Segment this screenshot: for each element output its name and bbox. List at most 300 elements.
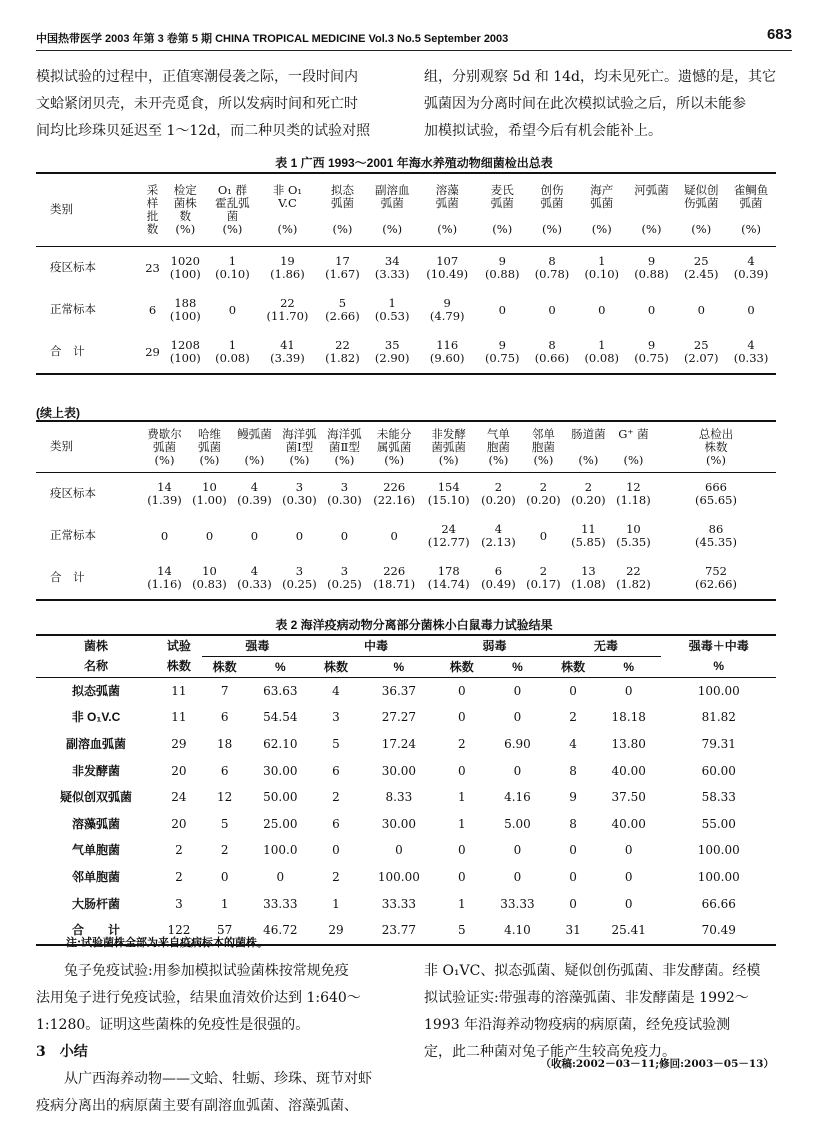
cell-value: 12 xyxy=(626,480,641,494)
table-cell: 62.10 xyxy=(263,736,298,751)
strain-name: 大肠杆菌 xyxy=(71,896,120,911)
table-cell xyxy=(322,557,367,600)
cell-value: (1.39) xyxy=(147,493,182,507)
table-cell xyxy=(566,473,611,516)
table1-title: 表 1 广西 1993～2001 年海水养殖动物细菌检出总表 xyxy=(275,156,553,170)
cell-value: (0.39) xyxy=(237,493,272,507)
header-text: 胞菌 xyxy=(531,439,555,454)
table-cell: 1 xyxy=(457,816,466,831)
cell-value: (1.16) xyxy=(147,577,182,591)
column-header: 试验 xyxy=(156,635,202,657)
column-subheader: % xyxy=(485,657,551,678)
cell-value: 3 xyxy=(340,564,349,578)
table1b-header-row xyxy=(36,421,776,473)
paragraph-line: 文蛤紧闭贝壳，未开壳觅食，所以发病时间和死亡时 xyxy=(36,96,358,112)
cell-value: 2 xyxy=(494,480,503,494)
table-cell: 4 xyxy=(569,736,577,751)
column-subheader: % xyxy=(661,657,776,678)
header-text: 样 xyxy=(146,196,159,210)
cell-value: 10 xyxy=(202,564,217,578)
header-text: 弧菌 xyxy=(540,196,564,210)
cell-value: (14.74) xyxy=(427,577,470,591)
cell-value: (11.70) xyxy=(266,309,309,323)
top-left-column xyxy=(36,64,408,145)
header-text: 创伤 xyxy=(540,183,564,197)
header-text: (%) xyxy=(533,452,554,467)
header-text: 检定 xyxy=(173,183,197,197)
table-cell: 2 xyxy=(569,710,577,725)
table-cell: 18.18 xyxy=(611,710,646,725)
header-text: 胞菌 xyxy=(486,439,510,454)
cell-value: 1020 xyxy=(170,254,200,268)
table-cell: 12 xyxy=(217,790,233,805)
header-text: 弧菌 xyxy=(152,439,176,454)
table-cell xyxy=(318,331,368,374)
header-text: 副溶血 xyxy=(374,183,410,197)
table-cell xyxy=(477,247,527,290)
page-number: 683 xyxy=(766,26,792,43)
cell-value: (0.49) xyxy=(481,577,516,591)
cell-value: 188 xyxy=(174,296,197,310)
cell-value: (0.10) xyxy=(584,267,620,281)
table-cell: 0 xyxy=(457,843,466,858)
table-continued-label: (续上表) xyxy=(36,406,80,420)
header-text: 气单 xyxy=(486,426,510,441)
table-cell xyxy=(163,331,208,374)
table-cell: 0 xyxy=(513,683,522,698)
paragraph-line: 疫病分离出的病原菌主要有副溶血弧菌、溶藻弧菌、 xyxy=(36,1098,358,1114)
cell-value: 29 xyxy=(145,344,160,359)
cell-value: 0 xyxy=(539,528,548,543)
table-cell xyxy=(318,289,368,331)
table-cell: 1 xyxy=(332,896,340,911)
table-cell: 20 xyxy=(171,816,187,831)
table-row xyxy=(36,864,776,891)
table-cell: 0 xyxy=(624,896,633,911)
table-cell: 9 xyxy=(569,790,577,805)
strain-name: 气单胞菌 xyxy=(71,843,120,858)
table-cell: 0 xyxy=(569,843,577,858)
table-cell: 30.00 xyxy=(381,763,417,778)
cell-value: (0.20) xyxy=(481,493,516,507)
header-text: 麦氏 xyxy=(490,183,514,197)
table-cell xyxy=(726,331,776,374)
cell-value: 19 xyxy=(280,254,295,268)
cell-value: 9 xyxy=(647,338,656,352)
table-cell xyxy=(208,247,258,290)
column-header xyxy=(208,173,258,247)
table-cell xyxy=(477,331,527,374)
table-cell xyxy=(187,557,232,600)
cell-value: (0.30) xyxy=(327,493,362,507)
header-text: (%) xyxy=(334,452,355,467)
cell-value: 3 xyxy=(295,564,304,578)
cell-value: (2.90) xyxy=(374,351,410,365)
cell-value: 4 xyxy=(747,338,755,352)
table2 xyxy=(36,634,776,946)
cell-value: 0 xyxy=(498,302,506,317)
header-text: 伤弧菌 xyxy=(683,196,719,210)
paragraph-line: 定，此二种菌对兔子能产生较高免疫力。 xyxy=(424,1044,676,1060)
cell-value: (0.88) xyxy=(634,267,669,281)
strain-name: 合 计 xyxy=(36,917,156,945)
cell-value: (1.00) xyxy=(192,493,227,507)
cell-value: 0 xyxy=(697,302,705,317)
table-cell: 0 xyxy=(457,869,466,884)
table-cell xyxy=(257,247,317,290)
table-cell: 2 xyxy=(175,843,183,858)
table-cell: 5 xyxy=(332,736,340,751)
table-cell xyxy=(257,331,317,374)
table-cell: 0 xyxy=(276,869,285,884)
table2-header-row-1 xyxy=(36,635,776,657)
cell-value: 2 xyxy=(539,564,548,578)
table-cell: 6 xyxy=(332,763,340,778)
cell-value: 10 xyxy=(626,522,641,536)
cell-value: 2 xyxy=(539,480,548,494)
header-text: 弧菌 xyxy=(490,196,514,210)
table-cell xyxy=(521,557,566,600)
header-text: 弧菌 xyxy=(197,439,221,454)
column-header xyxy=(367,421,422,473)
header-text: (%) xyxy=(741,222,761,236)
strain-name: 非发酵菌 xyxy=(71,763,120,778)
cell-value: (3.33) xyxy=(374,267,410,281)
table-cell: 0 xyxy=(513,869,522,884)
table-cell: 0 xyxy=(395,843,403,858)
table-cell xyxy=(257,289,317,331)
cell-value: 107 xyxy=(436,254,459,268)
cell-value: 2 xyxy=(584,480,593,494)
cell-value: (5.35) xyxy=(616,535,651,549)
header-text: 费歇尔 xyxy=(147,426,182,441)
table-row xyxy=(36,731,776,758)
column-subheader: 株数 xyxy=(156,657,202,678)
header-text: 肠道菌 xyxy=(571,426,606,441)
header-text: (%) xyxy=(691,222,712,236)
cell-value: 14 xyxy=(157,480,172,494)
cell-value: 25 xyxy=(693,338,709,352)
header-text: 海产 xyxy=(590,183,614,197)
table-cell: 13.80 xyxy=(611,736,646,751)
table-cell: 24 xyxy=(171,790,187,805)
table-cell: 60.00 xyxy=(701,763,736,778)
cell-value: 0 xyxy=(647,302,656,317)
table-cell: 11 xyxy=(171,683,187,698)
table-cell xyxy=(417,289,477,331)
table-cell xyxy=(476,473,521,516)
table-cell xyxy=(726,247,776,290)
cell-value: 1 xyxy=(228,254,237,268)
cell-value: (0.75) xyxy=(634,351,669,365)
table-cell: 63.63 xyxy=(263,683,298,698)
header-text: (%) xyxy=(578,452,599,467)
table-cell: 36.37 xyxy=(381,683,417,698)
table-cell: 6 xyxy=(220,710,229,725)
header-text: (%) xyxy=(492,222,513,236)
cell-value: 5 xyxy=(338,296,347,310)
bottom-right-column xyxy=(424,958,794,1066)
header-text: 哈维 xyxy=(197,426,221,441)
header-text: 弧菌 xyxy=(739,196,763,210)
cell-value: (0.88) xyxy=(484,267,520,281)
cell-value: 9 xyxy=(443,296,451,310)
cell-value: 8 xyxy=(548,254,556,268)
bottom-left-column xyxy=(36,958,416,1120)
header-text: 河弧菌 xyxy=(634,183,669,197)
table-cell: 0 xyxy=(457,683,466,698)
header-text: 批 xyxy=(146,209,159,223)
table-cell xyxy=(277,557,322,600)
table-cell xyxy=(676,289,726,331)
table-cell xyxy=(611,473,656,516)
table-cell: 33.33 xyxy=(500,896,535,911)
table-cell: 4.10 xyxy=(485,917,551,945)
cell-value: 226 xyxy=(383,564,406,578)
table-cell: 25.41 xyxy=(596,917,662,945)
strain-name: 拟态弧菌 xyxy=(71,683,120,698)
paragraph-line: 拟试验证实:带强毒的溶藻弧菌、非发酵菌是 1992～ xyxy=(424,990,749,1006)
table-cell xyxy=(322,515,367,557)
cell-value: (18.71) xyxy=(373,577,416,591)
cell-value: (0.66) xyxy=(534,351,570,365)
column-header xyxy=(527,173,577,247)
column-header xyxy=(417,173,477,247)
paragraph-line: 从广西海养动物——文蛤、牡蛎、珍珠、斑节对虾 xyxy=(36,1071,372,1087)
table-cell xyxy=(627,331,677,374)
table-cell xyxy=(163,247,208,290)
table-row xyxy=(36,289,776,331)
cell-value: 1208 xyxy=(170,338,200,352)
cell-value: (0.25) xyxy=(282,577,317,591)
table-cell xyxy=(477,289,527,331)
table1-header-row xyxy=(36,173,776,247)
column-subheader: 株数 xyxy=(313,657,359,678)
column-subheader: % xyxy=(248,657,314,678)
cell-value: (0.33) xyxy=(237,577,272,591)
paragraph-line: 兔子免疫试验:用参加模拟试验菌株按常规免疫 xyxy=(36,963,349,979)
table-cell xyxy=(142,473,187,516)
table-cell: 6 xyxy=(332,816,340,831)
journal-info: 中国热带医学 2003 年第 3 卷第 5 期 CHINA TROPICAL MEDICINE Vol.3 No.5 September 2003 xyxy=(36,33,509,45)
table-cell: 37.50 xyxy=(611,790,646,805)
cell-value: 22 xyxy=(280,296,295,310)
paragraph-line: 非 O₁VC、拟态弧菌、疑似创伤弧菌、非发酵菌。经模 xyxy=(424,963,761,979)
table-cell: 17.24 xyxy=(381,736,417,751)
column-header: 无毒 xyxy=(550,635,661,657)
row-label: 正常标本 xyxy=(50,529,96,542)
cell-value: (1.67) xyxy=(325,267,360,281)
column-header xyxy=(232,421,277,473)
header-text: (%) xyxy=(175,222,196,236)
table-cell xyxy=(476,515,521,557)
table-cell: 29 xyxy=(313,917,359,945)
table-cell: 0 xyxy=(569,683,577,698)
table-cell: 4.16 xyxy=(504,790,531,805)
table-row xyxy=(36,758,776,785)
table-cell: 7 xyxy=(220,683,229,698)
column-header: 中毒 xyxy=(313,635,439,657)
table-cell xyxy=(367,247,417,290)
cell-value: (100) xyxy=(169,309,201,323)
table-cell: 4 xyxy=(332,683,340,698)
cell-value: 22 xyxy=(335,338,350,352)
header-text: 菌株 xyxy=(173,196,197,210)
cell-value: (2.66) xyxy=(325,309,360,323)
table-cell: 6 xyxy=(220,763,229,778)
cell-value: (0.75) xyxy=(484,351,520,365)
paragraph-line: 1993 年沿海养动物疫病的病原菌，经免疫试验测 xyxy=(424,1017,731,1033)
header-text: 菌Ⅱ型 xyxy=(329,439,360,454)
table-cell xyxy=(656,473,776,516)
table-cell: 2 xyxy=(457,736,466,751)
column-subheader: 株数 xyxy=(439,657,485,678)
column-header xyxy=(676,173,726,247)
column-header xyxy=(367,173,417,247)
cell-value: (22.16) xyxy=(373,493,416,507)
cell-value: 86 xyxy=(708,522,724,536)
table-cell xyxy=(142,331,163,374)
column-subheader: % xyxy=(596,657,662,678)
paragraph-line: 法用兔子进行免疫试验，结果血清效价达到 1:640～ xyxy=(36,990,361,1006)
table-cell xyxy=(611,515,656,557)
cell-value: (0.08) xyxy=(215,351,250,365)
table-row xyxy=(36,811,776,838)
table1 xyxy=(36,172,776,375)
table-cell: 0 xyxy=(569,896,577,911)
top-right-column xyxy=(424,64,794,145)
table-row xyxy=(36,331,776,374)
cell-value: (5.85) xyxy=(571,535,606,549)
table-cell: 54.54 xyxy=(263,710,298,725)
cell-value: 9 xyxy=(647,254,656,268)
table-cell: 100.0 xyxy=(263,843,298,858)
table-cell: 0 xyxy=(624,683,633,698)
column-header xyxy=(726,173,776,247)
header-text: (%) xyxy=(332,222,353,236)
cell-value: (0.53) xyxy=(374,309,410,323)
table-cell: 100.00 xyxy=(697,843,740,858)
header-text: V.C xyxy=(278,196,297,210)
column-subheader: % xyxy=(359,657,439,678)
header-text: 雀鲷鱼 xyxy=(733,183,769,197)
table-cell xyxy=(521,473,566,516)
running-header xyxy=(36,26,792,46)
cell-value: 0 xyxy=(390,528,398,543)
cell-value: (0.20) xyxy=(571,493,606,507)
header-text: 霍乱弧 xyxy=(215,196,250,210)
table-cell: 5 xyxy=(439,917,485,945)
table-cell: 0 xyxy=(569,869,577,884)
table-cell xyxy=(566,557,611,600)
column-header xyxy=(477,173,527,247)
table-row xyxy=(36,515,776,557)
column-header xyxy=(577,173,627,247)
column-header xyxy=(142,173,163,247)
cell-value: 34 xyxy=(384,254,400,268)
column-header xyxy=(257,173,317,247)
cell-value: (0.78) xyxy=(534,267,570,281)
header-text: (%) xyxy=(277,222,298,236)
table-cell: 6.90 xyxy=(504,736,531,751)
table-cell xyxy=(627,247,677,290)
table-cell xyxy=(277,515,322,557)
row-label: 合 计 xyxy=(36,331,142,374)
paragraph-line: 1:1280。证明这些菌株的免疫性是很强的。 xyxy=(36,1017,310,1033)
header-text: 属弧菌 xyxy=(376,439,412,454)
table-cell: 0 xyxy=(332,843,340,858)
cell-value: 0 xyxy=(295,528,304,543)
cell-value: (1.08) xyxy=(571,577,606,591)
column-header xyxy=(318,173,368,247)
table-cell: 2 xyxy=(332,790,340,805)
cell-value: 0 xyxy=(160,528,169,543)
cell-value: 4 xyxy=(494,522,503,536)
cell-value: 226 xyxy=(383,480,406,494)
strain-name: 溶藻弧菌 xyxy=(71,816,120,831)
header-text: (%) xyxy=(623,452,644,467)
header-text: 弧菌 xyxy=(590,196,614,210)
table-cell: 46.72 xyxy=(248,917,314,945)
column-header xyxy=(277,421,322,473)
cell-value: (0.30) xyxy=(282,493,317,507)
cell-value: 0 xyxy=(747,302,755,317)
table-cell: 3 xyxy=(175,896,183,911)
paragraph-line: 弧菌因为分离时间在此次模拟试验之后，所以未能参 xyxy=(424,96,746,112)
table-cell: 0 xyxy=(457,710,466,725)
table-cell: 58.33 xyxy=(701,790,736,805)
cell-value: 0 xyxy=(228,302,237,317)
table-cell: 31 xyxy=(550,917,596,945)
table-cell: 1 xyxy=(220,896,229,911)
table-cell xyxy=(611,557,656,600)
table-cell xyxy=(421,473,476,516)
table-row xyxy=(36,838,776,865)
cell-value: 3 xyxy=(295,480,304,494)
cell-value: 23 xyxy=(145,260,160,275)
cell-value: 9 xyxy=(498,338,506,352)
cell-value: 0 xyxy=(340,528,349,543)
cell-value: 0 xyxy=(205,528,214,543)
cell-value: 178 xyxy=(437,564,460,578)
cell-value: (2.13) xyxy=(481,535,516,549)
cell-value: (1.18) xyxy=(616,493,651,507)
table-cell xyxy=(417,247,477,290)
header-text: (%) xyxy=(222,222,243,236)
column-header xyxy=(322,421,367,473)
header-text: 非发酵 xyxy=(431,426,466,441)
cell-value: 41 xyxy=(280,338,295,352)
cell-value: (100) xyxy=(169,267,201,281)
column-header: 弱毒 xyxy=(439,635,550,657)
column-subheader: 株数 xyxy=(550,657,596,678)
table-cell: 79.31 xyxy=(701,736,736,751)
table-cell xyxy=(232,473,277,516)
strain-name: 邻单胞菌 xyxy=(71,869,120,884)
cell-value: (9.60) xyxy=(429,351,465,365)
header-text: 邻单 xyxy=(531,426,555,441)
table-cell: 70.49 xyxy=(661,917,776,945)
paragraph-line: 加模拟试验，希望今后有机会能补上。 xyxy=(424,123,662,139)
table-cell xyxy=(577,331,627,374)
table-cell: 2 xyxy=(332,869,340,884)
table-cell: 27.27 xyxy=(381,710,417,725)
table-cell xyxy=(577,289,627,331)
cell-value: 0 xyxy=(548,302,556,317)
cell-value: 3 xyxy=(340,480,349,494)
cell-value: 17 xyxy=(335,254,350,268)
table-cell xyxy=(476,557,521,600)
